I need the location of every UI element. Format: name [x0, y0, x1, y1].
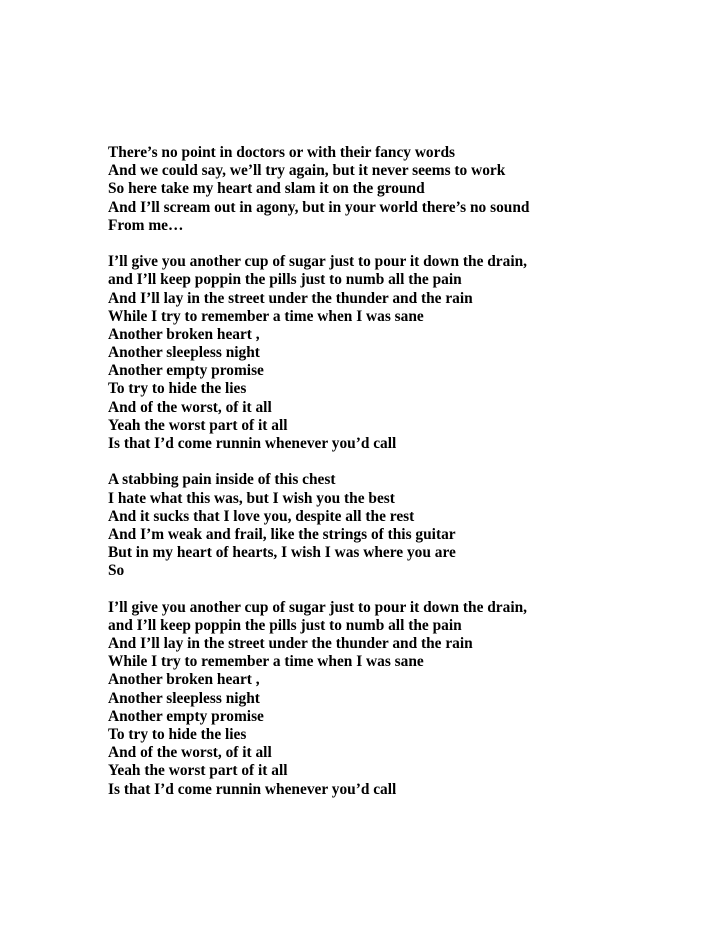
lyric-line: And of the worst, of it all [108, 744, 272, 762]
lyric-line: While I try to remember a time when I was sane [108, 307, 424, 325]
lyric-line: A stabbing pain inside of this chest [108, 471, 336, 489]
lyric-line: And of the worst, of it all [108, 398, 272, 416]
lyric-line: So [108, 562, 125, 580]
stanza-2-chorus [108, 253, 708, 453]
stanza-1 [108, 144, 708, 235]
lyric-line: Another broken heart , [108, 325, 260, 343]
stanza-4-chorus [108, 599, 708, 799]
lyric-line: Yeah the worst part of it all [108, 416, 288, 434]
lyric-line: And I’ll lay in the street under the thunder and the rain [108, 635, 473, 653]
lyrics-body [108, 144, 708, 799]
lyric-line: To try to hide the lies [108, 380, 247, 398]
lyric-line: And I’ll lay in the street under the thunder and the rain [108, 289, 473, 307]
lyric-line: And we could say, we’ll try again, but it never seems to work [108, 162, 506, 180]
lyric-line: There’s no point in doctors or with their fancy words [108, 144, 456, 161]
lyric-line: I’ll give you another cup of sugar just to pour it down the drain, [108, 598, 528, 616]
lyric-line: Another sleepless night [108, 344, 260, 362]
lyric-line: Another broken heart , [108, 671, 260, 689]
lyric-line: So here take my heart and slam it on the ground [108, 180, 425, 198]
lyric-line: Another empty promise [108, 362, 264, 380]
lyric-line: Another empty promise [108, 707, 264, 725]
stanza-3 [108, 471, 708, 580]
lyric-line: And I’ll scream out in agony, but in your world there’s no sound [108, 198, 530, 216]
lyric-line: I’ll give you another cup of sugar just to pour it down the drain, [108, 253, 528, 271]
lyric-line: Yeah the worst part of it all [108, 762, 288, 780]
lyric-line: And it sucks that I love you, despite all the rest [108, 507, 415, 525]
lyric-line: and I’ll keep poppin the pills just to numb all the pain [108, 616, 462, 634]
lyric-line: and I’ll keep poppin the pills just to numb all the pain [108, 271, 462, 289]
lyric-line: To try to hide the lies [108, 726, 247, 743]
lyric-line: While I try to remember a time when I was sane [108, 653, 424, 671]
lyric-line: But in my heart of hearts, I wish I was where you are [108, 544, 456, 562]
lyric-line: Is that I’d come runnin whenever you’d call [108, 435, 397, 452]
lyric-line: From me… [108, 216, 184, 234]
lyric-line: Another sleepless night [108, 689, 260, 707]
lyric-line: And I’m weak and frail, like the strings of this guitar [108, 525, 456, 543]
lyric-line: Is that I’d come runnin whenever you’d call [108, 780, 397, 798]
lyric-line: I hate what this was, but I wish you the best [108, 489, 395, 507]
